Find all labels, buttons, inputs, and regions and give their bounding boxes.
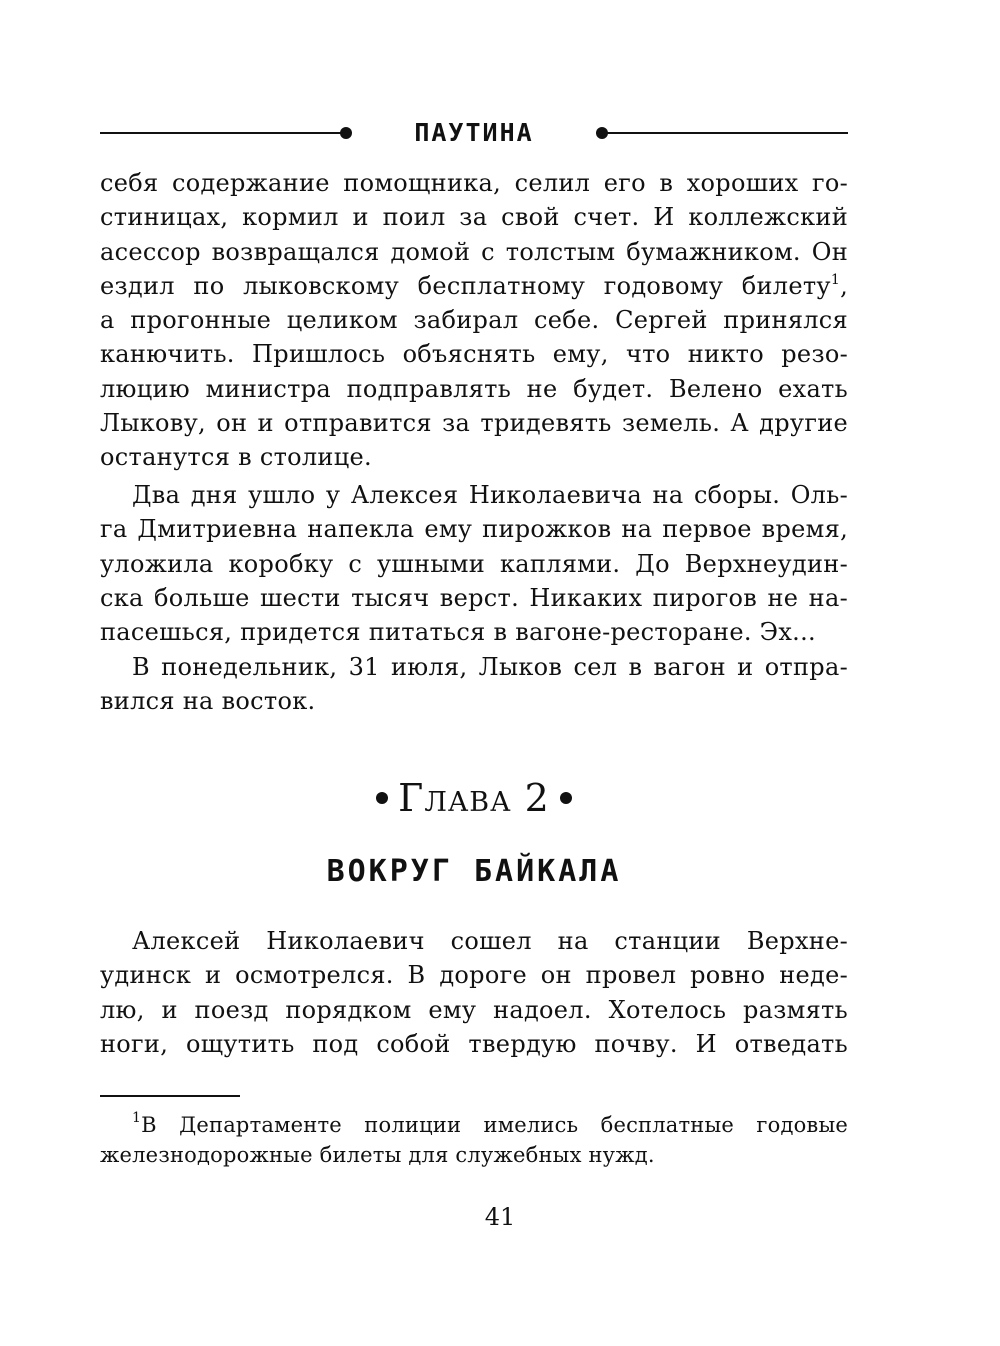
paragraph-3: [100, 650, 848, 719]
text-line: канючить. Пришлось объяснять ему, что никто резо-: [100, 340, 848, 369]
footnote-line: [100, 1110, 848, 1140]
text-line: ска больше шести тысяч верст. Никаких пирогов не на-: [100, 583, 848, 612]
text-line: пасешься, придется питаться в вагоне-ресторане. Эх...: [100, 618, 816, 647]
bullet-icon: [376, 792, 388, 804]
text-line-tail: ,: [840, 271, 848, 300]
text-line: себя содержание помощника, селил его в хороших го-: [100, 169, 848, 197]
text-line: В понедельник, 31 июля, Лыков сел в вагон и отпра-: [132, 653, 848, 681]
header-rule-right: [606, 132, 848, 134]
paragraph-4: [100, 924, 848, 1061]
text-line: стиницах, кормил и поил за свой счет. И коллежский: [100, 203, 848, 232]
text-line: люцию министра подправлять не будет. Велено ехать: [100, 374, 848, 403]
text-line: Лыкову, он и отправится за тридевять земель. А другие: [100, 409, 848, 438]
text-line: уложила коробку с ушными каплями. До Верхнеудин-: [100, 549, 848, 578]
running-header-title: ПАУТИНА: [414, 118, 534, 147]
page-number: 41: [484, 1203, 516, 1231]
text-line-part: ездил по лыковскому бесплатному годовому билету: [100, 271, 831, 300]
text-line: вился на восток.: [100, 687, 316, 716]
text-line: останутся в столице.: [100, 443, 372, 472]
text-line-with-footnote: [100, 269, 848, 303]
text-line: ноги, ощутить под собой твердую почву. И отведать: [100, 1029, 848, 1058]
text-line: га Дмитриевна напекла ему пирожков на первое время,: [100, 515, 848, 544]
running-header: [100, 118, 848, 148]
text-line: Два дня ушло у Алексея Николаевича на сборы. Оль-: [132, 481, 848, 509]
text-line: Алексей Николаевич сошел на станции Верхне-: [132, 927, 848, 955]
text-line: асессор возвращался домой с толстым бумажником. Он: [100, 237, 848, 266]
footnote: [100, 1110, 848, 1170]
chapter-heading-text: Глава 2: [398, 776, 550, 820]
paragraph-1: [100, 166, 848, 475]
chapter-subtitle: ВОКРУГ БАЙКАЛА: [326, 854, 622, 889]
bullet-icon: [560, 792, 572, 804]
text-line: а прогонные целиком забирал себе. Сергей принялся: [100, 306, 848, 335]
text-line: лю, и поезд порядком ему надоел. Хотелось размять: [100, 995, 848, 1024]
text-line: удинск и осмотрелся. В дороге он провел ровно неде-: [100, 961, 848, 990]
chapter-heading: [100, 768, 848, 828]
footnote-separator: [100, 1095, 240, 1097]
paragraph-2: [100, 478, 848, 649]
footnote-reference: 1: [830, 271, 841, 288]
footnote-text: В Департаменте полиции имелись бесплатные годовые: [141, 1113, 848, 1137]
footnote-mark: 1: [132, 1110, 142, 1126]
footnote-line: железнодорожные билеты для служебных нужд.: [100, 1143, 655, 1167]
